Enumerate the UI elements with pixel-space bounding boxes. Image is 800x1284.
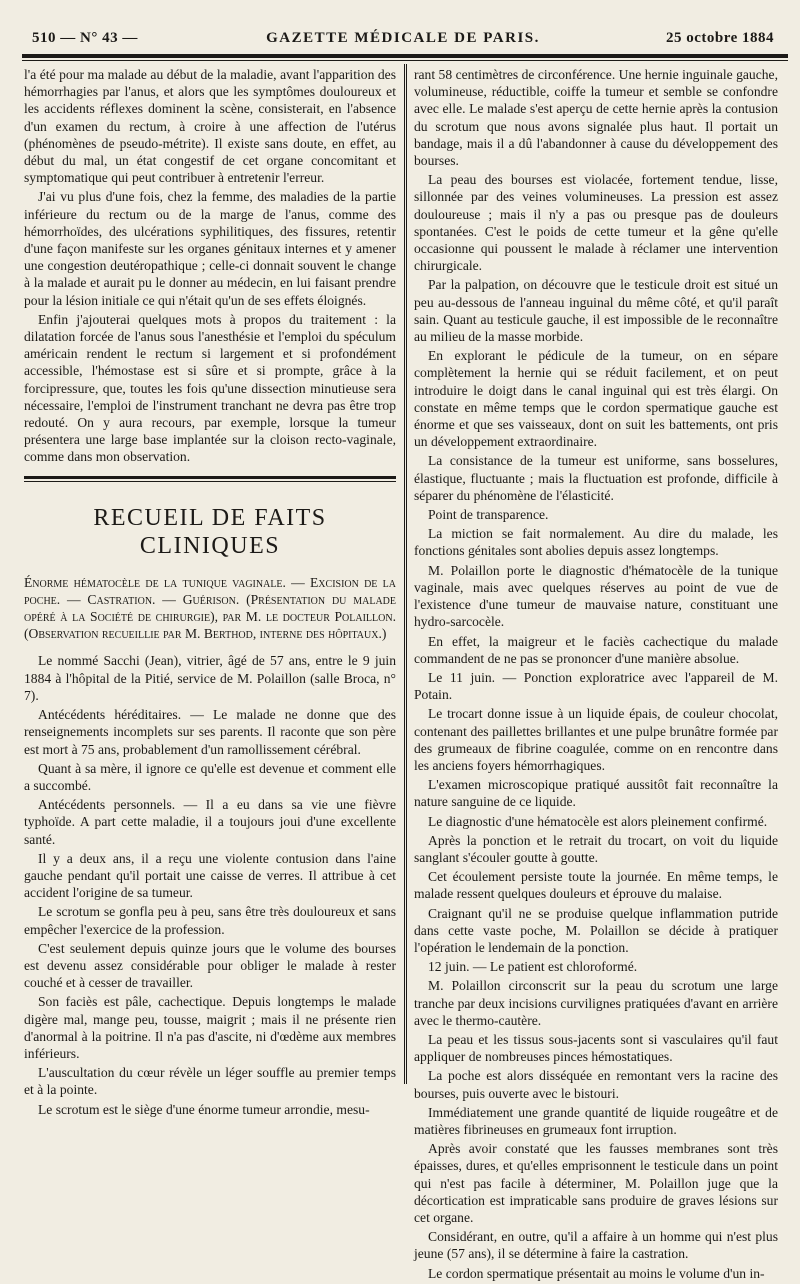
paragraph: 12 juin. — Le patient est chloroformé. <box>428 959 638 975</box>
paragraph: M. Polaillon circonscrit sur la peau du scrotum une large tranche par deux incisions curvilignes pratiquées d'avant en arrière avec le thermo-cautère. <box>414 978 778 1028</box>
case-heading: Énorme hématocèle de la tunique vaginale. — Excision de la poche. — Castration. — Guérison. (Présentation du malade opéré à la Société de chirurgie), par M. le docteur Polaillon. (Observation recueillie par M. Berthod, interne des hôpitaux.) <box>24 574 396 642</box>
paragraph: La consistance de la tumeur est uniforme, sans bosselures, élastique, fluctuante ; mais la fluctuation est profonde, difficile à séparer du phénomène de l'élasticité. <box>414 453 778 503</box>
section-title: RECUEIL DE FAITS CLINIQUES <box>93 504 327 559</box>
paragraph: Après avoir constaté que les fausses membranes sont très épaisses, dures, et qu'elles emprisonnent le testicule dans un point qui n'est pas facile à déterminer, M. Polaillon juge que la décortication est impraticable sans produire de graves lésions sur cet organe. <box>414 1141 778 1225</box>
paragraph: Le scrotum se gonfla peu à peu, sans être très douloureux et sans empêcher l'exercice de la profession. <box>24 904 396 937</box>
paragraph: Le diagnostic d'une hématocèle est alors pleinement confirmé. <box>428 813 768 829</box>
paragraph: Le cordon spermatique présentait au moins le volume d'un in- <box>428 1265 765 1281</box>
left-column <box>24 66 396 1120</box>
paragraph: Par la palpation, on découvre que le testicule droit est situé un peu au-dessous de l'anneau inguinal du même côté, et qu'il paraît sain. Quant au testicule gauche, il est impossible de le reconnaître au milieu de la masse morbide. <box>414 277 778 345</box>
paragraph: Craignant qu'il ne se produise quelque inflammation putride dans cette vaste poche, M. Polaillon se décide à pratiquer l'opération le lendemain de la ponction. <box>414 905 778 955</box>
paragraph: Quant à sa mère, il ignore ce qu'elle est devenue et comment elle a succombé. <box>24 760 396 793</box>
paragraph: L'examen microscopique pratiqué aussitôt fait reconnaître la nature sanguine de ce liquide. <box>414 777 778 810</box>
paragraph: L'auscultation du cœur révèle un léger souffle au premier temps et à la pointe. <box>24 1065 396 1098</box>
paragraph: En explorant le pédicule de la tumeur, on en sépare complètement la hernie qui se réduit facilement, et on peut introduire le doigt dans le canal inguinal qui est très élargi. On constate en même temps que le cordon spermatique gauche est énorme et que ses vaisseaux, dont on suit les battements, ont pris un développement extraordinaire. <box>414 348 778 450</box>
paragraph: Point de transparence. <box>428 507 549 523</box>
paragraph: Le trocart donne issue à un liquide épais, de couleur chocolat, contenant des paillettes brillantes et une pulpe brunâtre formée par des grumeaux de fibrine coagulée, comme on en rencontre dans les anciens foyers hémorrhagiques. <box>414 706 778 773</box>
paragraph: M. Polaillon porte le diagnostic d'hématocèle de la tunique vaginale, mais avec quelques réserves au point de vue de l'existence d'une tumeur de mauvaise nature, constituant une hydro-sarcocèle. <box>414 562 778 630</box>
paragraph: Enfin j'ajouterai quelques mots à propos du traitement : la dilatation forcée de l'anus sous l'anesthésie et l'emploi du spéculum américain rendent le rectum si largement et si profondément accessible, l'hémostase est si sûre et si prompte, grâce à la forcipressure, que, toutes les fois qu'une dissection minutieuse sera nécessaire, l'emploi de l'instrument tranchant ne devra pas être trop redouté. On y aura recours, par exemple, lorsque la tumeur présentera une large base implantée sur la cloison recto-vaginale, comme dans mon observation. <box>24 311 396 465</box>
paragraph: La peau des bourses est violacée, fortement tendue, lisse, sillonnée par des veines volumineuses. La pression est assez douloureuse ; mais il n'y a pas ou presque pas de douleurs spontanées. C'est le poids de cette tumeur et la gêne qu'elle occasionne qui poussent le malade à réclamer une intervention chirurgicale. <box>414 172 778 274</box>
paragraph: Son faciès est pâle, cachectique. Depuis longtemps le malade digère mal, mange peu, tousse, maigrit ; mais il ne présente rien d'anormal à la poitrine. Il n'a pas d'ascite, ni d'œdème aux membres inférieurs. <box>24 994 396 1061</box>
page-header <box>26 30 780 52</box>
paragraph: Le scrotum est le siège d'une énorme tumeur arrondie, mesu- <box>38 1101 370 1117</box>
page-number: 510 — N° 43 — <box>32 30 138 46</box>
paragraph: Il y a deux ans, il a reçu une violente contusion dans l'aine gauche pendant qu'il portait une caisse de verres. Il attribue à cet accident l'origine de sa tumeur. <box>24 850 396 901</box>
section-rule <box>24 476 396 482</box>
paragraph: Le 11 juin. — Ponction exploratrice avec l'appareil de M. Potain. <box>414 669 778 703</box>
paragraph: Immédiatement une grande quantité de liquide rougeâtre et de matières fibrineuses en grumeaux font irruption. <box>414 1104 778 1137</box>
header-rule <box>22 54 788 61</box>
paragraph: Le nommé Sacchi (Jean), vitrier, âgé de 57 ans, entre le 9 juin 1884 à l'hôpital de la Pitié, service de M. Polaillon (salle Broca, n° 7). <box>24 653 396 703</box>
paragraph: Antécédents personnels. — Il a eu dans sa vie une fièvre typhoïde. A part cette maladie, il a toujours joui d'une excellente santé. <box>24 797 396 847</box>
paragraph: Après la ponction et le retrait du trocart, on voit du liquide sanglant s'écouler goutte à goutte. <box>414 832 778 865</box>
paragraph: l'a été pour ma malade au début de la maladie, avant l'apparition des hémorrhagies par l'anus, et alors que les symptômes douloureux et les accidents réflexes dominent la scène, consisterait, en l'absence d'un examen du rectum, à croire à une affection de l'utérus (phénomènes de pseudo-métrite). Il existe sans doute, en effet, au début du mal, un état congestif de cet organe concomitant et symptomatique qui peut contribuer à entretenir l'erreur. <box>24 67 396 186</box>
paragraph: C'est seulement depuis quinze jours que le volume des bourses est devenu assez considérable pour obliger le malade à rester couché et à cesser de travailler. <box>24 940 396 991</box>
column-divider <box>404 64 407 1084</box>
paragraph: La miction se fait normalement. Au dire du malade, les fonctions génitales sont abolies depuis assez longtemps. <box>414 526 778 559</box>
paragraph: rant 58 centimètres de circonférence. Une hernie inguinale gauche, volumineuse, réductible, coiffe la tumeur et semble se confondre avec elle. Le malade s'est aperçu de cette hernie après la contusion du scrotum que nous avons signalée plus haut. Il portait un bandage, mais il a dû l'abandonner à cause du développement des bourses. <box>414 67 778 169</box>
paragraph: La peau et les tissus sous-jacents sont si vasculaires qu'il faut appliquer de nombreuses pinces hémostatiques. <box>414 1031 778 1065</box>
paragraph: Considérant, en outre, qu'il a affaire à un homme qui n'est plus jeune (57 ans), il se détermine à faire la castration. <box>414 1229 778 1262</box>
paragraph: La poche est alors disséquée en remontant vers la racine des bourses, puis ouverte avec le bistouri. <box>414 1068 778 1101</box>
journal-title: GAZETTE MÉDICALE DE PARIS. <box>266 30 540 46</box>
issue-date: 25 octobre 1884 <box>665 30 774 46</box>
paragraph: Cet écoulement persiste toute la journée. En même temps, le malade ressent quelques douleurs et éprouve du malaise. <box>414 869 778 902</box>
paragraph: J'ai vu plus d'une fois, chez la femme, des maladies de la partie inférieure du rectum ou de la marge de l'anus, comme des hémorrhoïdes, des ulcérations syphilitiques, des fissures, retentir d'une façon manifeste sur les organes génitaux internes et y amener une congestion deutéropathique ; celle-ci donnait souvent le change à la malade et aurait pu le donner au médecin, en lui faisant prendre pour la lésion initiale ce qui n'était qu'un de ses effets éloignés. <box>24 189 396 308</box>
paragraph: En effet, la maigreur et le faciès cachectique du malade commandent de ne pas se prononcer d'une manière absolue. <box>414 633 778 666</box>
right-column <box>414 66 778 1284</box>
paragraph: Antécédents héréditaires. — Le malade ne donne que des renseignements incomplets sur ses parents. Il raconte que son père est mort à 75 ans, probablement d'un ramollissement cérébral. <box>24 707 396 757</box>
